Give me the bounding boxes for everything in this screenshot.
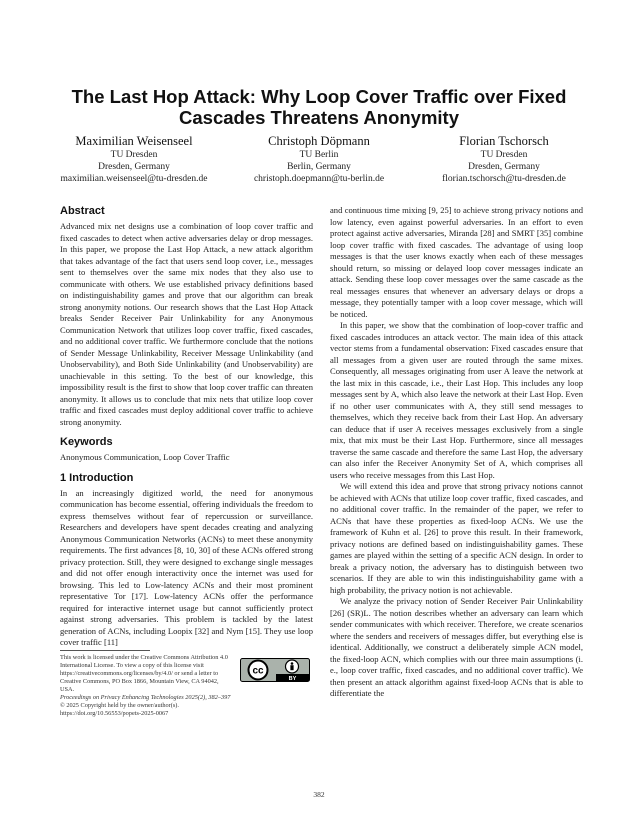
author-email: christoph.doepmann@tu-berlin.de xyxy=(253,174,385,184)
paper-title: The Last Hop Attack: Why Loop Cover Traffic over Fixed Cascades Threatens Anonymity xyxy=(71,86,567,128)
author-affiliation: TU Berlin xyxy=(299,150,339,160)
author-name: Florian Tschorsch xyxy=(459,134,549,148)
author-location: Berlin, Germany xyxy=(287,162,351,172)
doi-link[interactable]: https://doi.org/10.56553/popets-2025-0067 xyxy=(60,710,169,717)
intro-paragraph-1-continued: and continuous time mixing [9, 25] to achieve strong privacy notions and low latency, even against powerful adversaries. In an effort to even protect against active adversaries, Miranda [28] and SMRT [35] combine loop cover traffic with fixed cascades. The advantage of using loop messages is that the user knows exactly when each of these messages should return, so missing or delayed loop cover messages indicate an attack. Sending these loop cover messages over the same cascade as the real messages ensures that whenever an adversary delays or drops a message, they potentially tamper with a loop cover message, which will be noticed. xyxy=(330,205,583,319)
author-affiliation: TU Dresden xyxy=(480,150,528,160)
introduction-heading: 1 Introduction xyxy=(60,471,134,484)
abstract-text: Advanced mix net designs use a combination of loop cover traffic and fixed cascades to detect when active adversaries delay or drop messages. In this paper, we propose the Last Hop Attack, a new attack algorithm that takes advantage of the fact that users send loop cover, i.e., messages sent to themselves over the same mix nodes that they also use to communicate with others. We use established privacy definitions based on indistinguishability games and prove that our algorithm can break strong anonymity notions. Our research shows that the Last Hop Attack breaks Sender Receiver Pair Unlinkability for any Anonymous Communication Network that utilizes loop cover traffic, fixed cascades, and no additional cover traffic. We furthermore conclude that the notions of Sender Message Unlinkability, Receiver Message Unlinkability (and Unobservability), and Both Side Unlinkability (and Unobservability) are unachievable in this setting. To the best of our knowledge, this impossibility result is the first to show that loop cover traffic can threaten anonymity. It allows us to conclude that mix nets that utilize loop cover traffic and fixed cascades must deploy additional cover traffic to achieve strong anonymity. xyxy=(60,221,313,427)
intro-paragraph-2: In this paper, we show that the combination of loop-cover traffic and fixed cascades introduces an attack vector. The main idea of this attack vector stems from a fundamental observation: Fixed cascades ensure that all messages from a given user are routed through the same mixes. Consequently, all messages originating from user A leave the network at the last mix in this cascade, i.e., their Last Hop. This includes any loop messages sent by A, which also leave the network at their Last Hop. Even if no other user communicates with A, they still send messages to themselves, which they receive back from their Last Hop. An adversary can deduce that if user A receives messages exclusively from a single mix, that mix must be their Last Hop. Furthermore, since all messages traverse the same cascade and therefore the same Last Hop, the adversary can also infer the Receiver Anonymity Set of A, which comprises all users who receive messages from this Last Hop. xyxy=(330,320,583,480)
author-block xyxy=(44,133,594,185)
right-column xyxy=(330,205,583,700)
author-name: Christoph Döpmann xyxy=(268,134,370,148)
intro-paragraph-4: We analyze the privacy notion of Sender Receiver Pair Unlinkability [26] (SR)L. The notion describes whether an adversary can learn which sender communicates with which receiver. Therefore, we create scenarios where the senders and receivers of messages differ, but everything else is identical. Additionally, we construct a deliberately simple ACN model, the fixed-loop ACN, which complies with our three main assumptions (i. e., loop cover traffic, fixed cascades, and no additional cover traffic). We then present an attack algorithm against fixed-loop ACNs that is able to differentiate the xyxy=(330,596,583,698)
author-affiliation: TU Dresden xyxy=(110,150,158,160)
abstract-heading: Abstract xyxy=(60,205,105,217)
author-email: florian.tschorsch@tu-dresden.de xyxy=(442,174,566,184)
author-3 xyxy=(414,133,594,185)
author-name: Maximilian Weisenseel xyxy=(75,134,193,148)
author-location: Dresden, Germany xyxy=(98,162,170,172)
author-location: Dresden, Germany xyxy=(468,162,540,172)
author-email: maximilian.weisenseel@tu-dresden.de xyxy=(60,174,208,184)
cc-by-license-icon[interactable] xyxy=(240,658,310,682)
copyright-text: © 2025 Copyright held by the owner/author(s). xyxy=(60,702,179,709)
left-column xyxy=(60,205,313,649)
by-label: BY xyxy=(288,676,297,682)
keywords-heading: Keywords xyxy=(60,436,113,448)
author-2 xyxy=(224,133,414,185)
author-1 xyxy=(44,133,224,185)
proceedings-text: Proceedings on Privacy Enhancing Technologies 2025(2), 382–397 xyxy=(60,694,231,701)
intro-paragraph-3: We will extend this idea and prove that strong privacy notions cannot be achieved with ACNs that utilize loop cover traffic, fixed cascades, and no additional cover traffic. In the remainder of the paper, we refer to ACNs that have these properties as fixed-loop ACNs. We use the framework of Kuhn et al. [26] to prove this result. In their framework, privacy notions are defined based on indistinguishability games. These games are played within the setting of a specific ACN design. In order to break a privacy notion, the adversary has to distinguish between two scenarios. If they are able to win this indistinguishability game with a high probability, the privacy notion is not achievable. xyxy=(330,481,583,595)
license-text: This work is licensed under the Creative Commons Attribution 4.0 International License. To view a copy of this license visit https://creativecommons.org/licenses/by/4.0/ or send a letter to Creative Commons, PO Box 1866, Mountain View, CA 94042, USA. xyxy=(60,654,228,693)
keywords-text: Anonymous Communication, Loop Cover Traffic xyxy=(60,452,230,462)
cc-label: cc xyxy=(252,665,264,677)
intro-paragraph-1: In an increasingly digitized world, the need for anonymous communication has become essential, offering individuals the freedom to express themselves without fear of repercussion or surveillance. Researchers and developers have spent decades creating and analyzing Anonymous Communication Networks (ACNs) to meet these anonymity requirements. The first advances [8, 10, 30] of these ACNs offered strong privacy protection. Still, they were designed to exchange single messages and did not offer enough interactivity once the internet was used for browsing. This led to Low-latency ACNs and their most prominent representative Tor [17]. Low-latency ACNs offer the performance required for interactive internet usage but cannot sufficiently protect against strong adversaries. This problem is tackled by the latest generation of ACNs, including Loopix [32] and Nym [15]. They use loop cover traffic [11] xyxy=(60,487,313,647)
footnote-divider xyxy=(60,650,150,651)
page-number: 382 xyxy=(313,790,325,799)
